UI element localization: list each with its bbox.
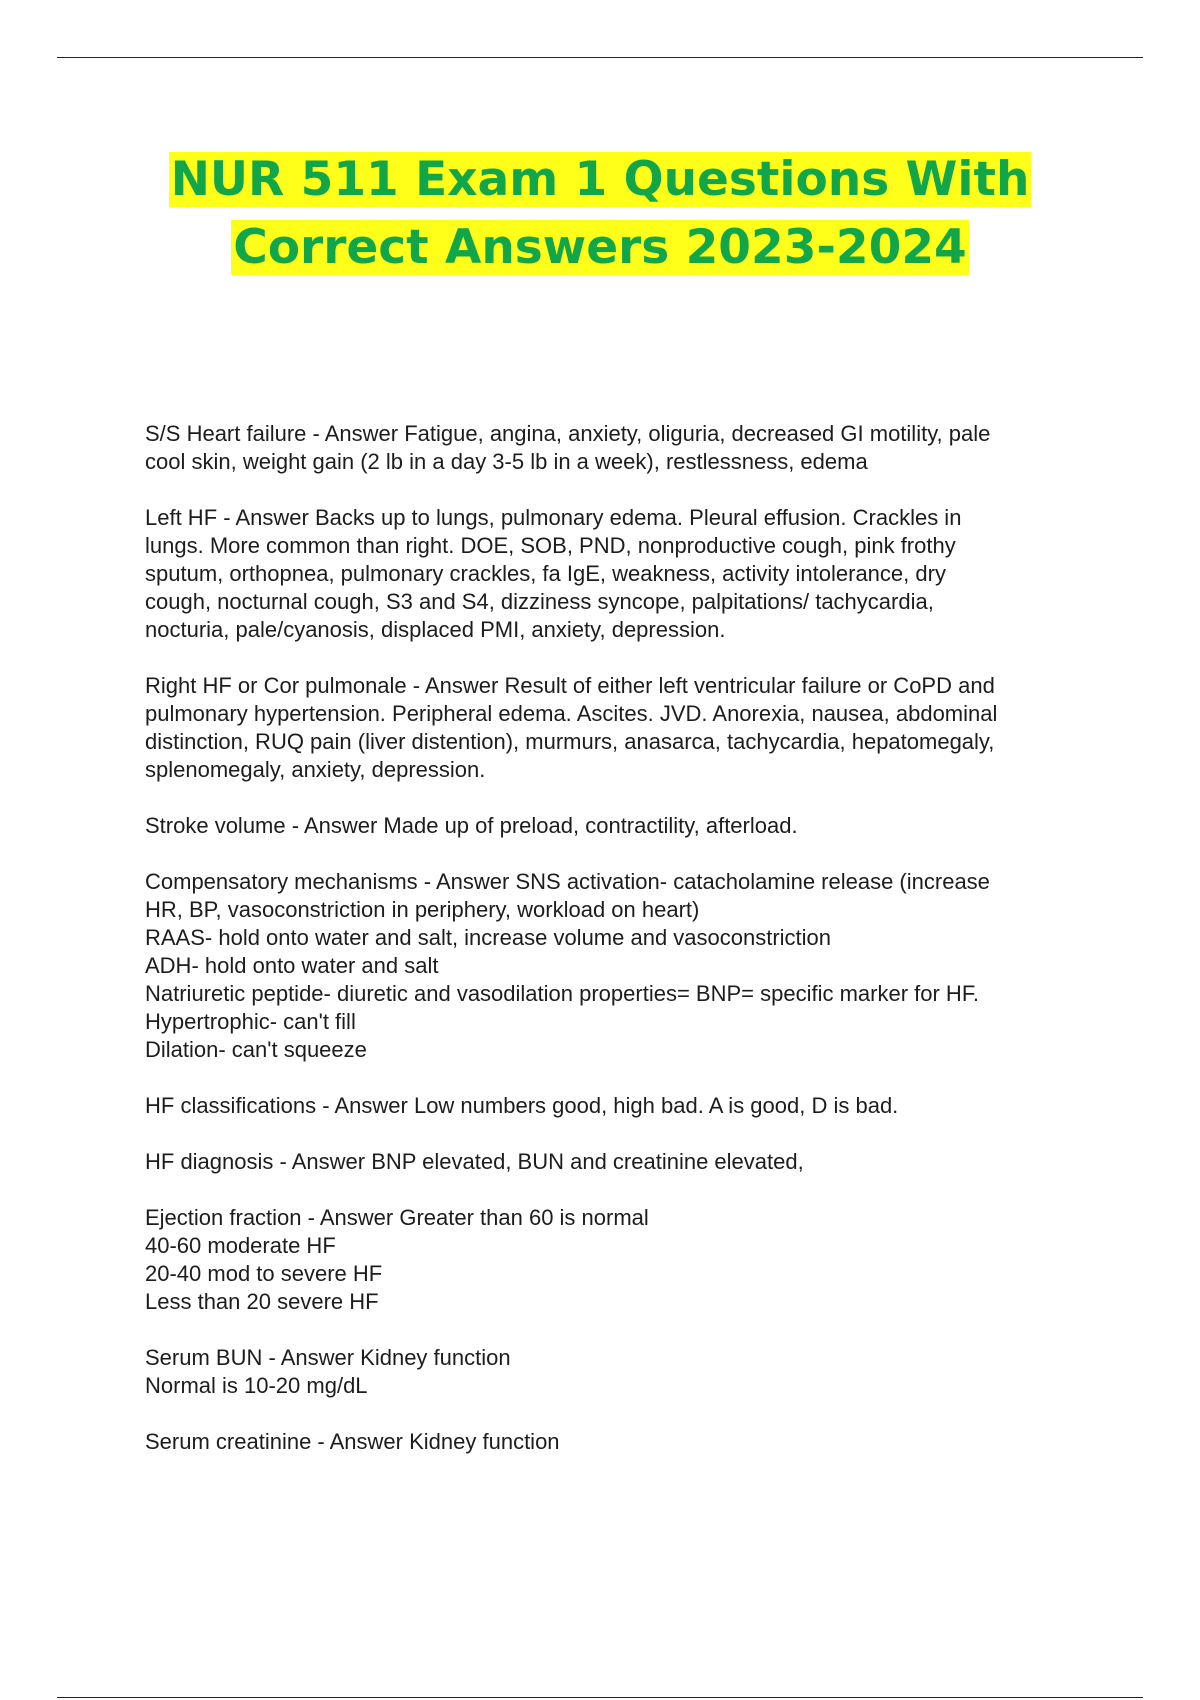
qa-entry-line: S/S Heart failure - Answer Fatigue, angina, anxiety, oliguria, decreased GI motility, pale xyxy=(145,421,991,446)
qa-entry xyxy=(145,1204,1095,1316)
qa-entry-line: distinction, RUQ pain (liver distention), murmurs, anasarca, tachycardia, hepatomegaly, xyxy=(145,729,995,754)
qa-entry-line: RAAS- hold onto water and salt, increase volume and vasoconstriction xyxy=(145,925,832,950)
qa-entry-line: ADH- hold onto water and salt xyxy=(145,953,439,978)
qa-entry-line: 20-40 mod to severe HF xyxy=(145,1261,383,1286)
qa-entry-line: Serum BUN - Answer Kidney function xyxy=(145,1345,511,1370)
document-title xyxy=(0,146,1200,282)
qa-entry xyxy=(145,1344,1095,1400)
qa-entry-line: Stroke volume - Answer Made up of preload, contractility, afterload. xyxy=(145,813,798,838)
qa-entry-line: sputum, orthopnea, pulmonary crackles, fa IgE, weakness, activity intolerance, dry xyxy=(145,561,946,586)
qa-entry-line: HR, BP, vasoconstriction in periphery, workload on heart) xyxy=(145,897,700,922)
qa-entry-line: HF classifications - Answer Low numbers good, high bad. A is good, D is bad. xyxy=(145,1093,899,1118)
qa-list xyxy=(145,420,1095,1484)
qa-entry-line: Serum creatinine - Answer Kidney function xyxy=(145,1429,560,1454)
qa-entry-line: Right HF or Cor pulmonale - Answer Result of either left ventricular failure or CoPD and xyxy=(145,673,995,698)
qa-entry-line: Dilation- can't squeeze xyxy=(145,1037,367,1062)
qa-entry-line: Less than 20 severe HF xyxy=(145,1289,379,1314)
qa-entry xyxy=(145,1148,1095,1176)
title-line-2: Correct Answers 2023-2024 xyxy=(233,220,967,275)
title-line-1: NUR 511 Exam 1 Questions With xyxy=(170,152,1030,207)
qa-entry-line: Natriuretic peptide- diuretic and vasodilation properties= BNP= specific marker for HF. xyxy=(145,981,979,1006)
top-rule xyxy=(57,57,1143,58)
qa-entry-line: lungs. More common than right. DOE, SOB, PND, nonproductive cough, pink frothy xyxy=(145,533,956,558)
qa-entry-line: cool skin, weight gain (2 lb in a day 3-5 lb in a week), restlessness, edema xyxy=(145,449,868,474)
qa-entry xyxy=(145,1428,1095,1456)
qa-entry xyxy=(145,504,1095,644)
qa-entry-line: Left HF - Answer Backs up to lungs, pulmonary edema. Pleural effusion. Crackles in xyxy=(145,505,962,530)
bottom-rule xyxy=(57,1697,1143,1698)
qa-entry-line: HF diagnosis - Answer BNP elevated, BUN and creatinine elevated, xyxy=(145,1149,804,1174)
qa-entry-line: 40-60 moderate HF xyxy=(145,1233,336,1258)
qa-entry xyxy=(145,672,1095,784)
qa-entry xyxy=(145,812,1095,840)
qa-entry-line: splenomegaly, anxiety, depression. xyxy=(145,757,486,782)
qa-entry-line: Ejection fraction - Answer Greater than 60 is normal xyxy=(145,1205,649,1230)
qa-entry-line: Compensatory mechanisms - Answer SNS activation- catacholamine release (increase xyxy=(145,869,990,894)
qa-entry-line: Normal is 10-20 mg/dL xyxy=(145,1373,368,1398)
qa-entry xyxy=(145,868,1095,1064)
qa-entry xyxy=(145,420,1095,476)
qa-entry-line: nocturia, pale/cyanosis, displaced PMI, anxiety, depression. xyxy=(145,617,726,642)
qa-entry xyxy=(145,1092,1095,1120)
qa-entry-line: Hypertrophic- can't fill xyxy=(145,1009,356,1034)
qa-entry-line: cough, nocturnal cough, S3 and S4, dizziness syncope, palpitations/ tachycardia, xyxy=(145,589,934,614)
qa-entry-line: pulmonary hypertension. Peripheral edema. Ascites. JVD. Anorexia, nausea, abdominal xyxy=(145,701,998,726)
